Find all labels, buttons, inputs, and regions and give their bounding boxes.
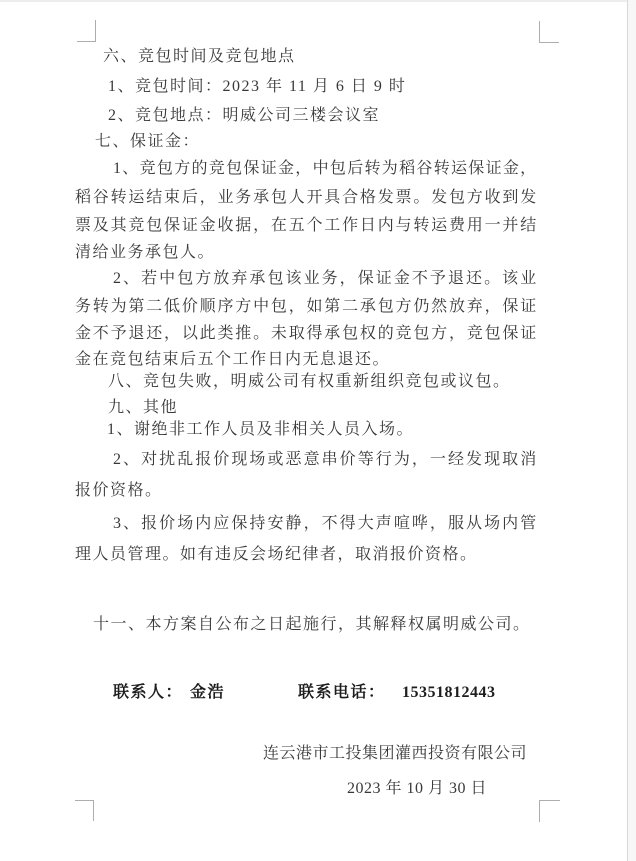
section6-item2: 2、竞包地点：明威公司三楼会议室 bbox=[108, 107, 381, 124]
contact-phone-label: 联系电话： bbox=[298, 684, 386, 701]
section6-heading: 六、竞包时间及竞包地点 bbox=[103, 48, 296, 65]
contact-line bbox=[0, 682, 636, 704]
section7-para1-line1: 1、竞包方的竞包保证金，中包后转为稻谷转运保证金， bbox=[113, 160, 537, 177]
section9-item2-line2: 报价资格。 bbox=[75, 482, 163, 499]
section7-para2-line1: 2、若中包方放弃承包该业务，保证金不予退还。该业 bbox=[113, 270, 537, 287]
contact-person-label: 联系人： bbox=[113, 684, 184, 701]
section9-item1: 1、谢绝非工作人员及非相关人员入场。 bbox=[107, 421, 415, 438]
section6-item1: 1、竞包时间：2023 年 11 月 6 日 9 时 bbox=[108, 78, 407, 95]
contact-person-name: 金浩 bbox=[190, 684, 226, 701]
section7-para2-line2: 务转为第二低价顺序方中包，如第二承包方仍然放弃，保证 bbox=[75, 298, 537, 315]
signature-company: 连云港市工投集团灌西投资有限公司 bbox=[263, 745, 528, 762]
section7-para2-line3: 金不予退还，以此类推。未取得承包权的竞包方，竞包保证 bbox=[75, 325, 537, 342]
section9-heading: 九、其他 bbox=[108, 399, 179, 416]
section7-para1-line2: 稻谷转运结束后，业务承包人开具合格发票。发包方收到发 bbox=[75, 189, 537, 206]
section9-item3-line1: 3、报价场内应保持安静，不得大声喧哗，服从场内管 bbox=[113, 515, 537, 532]
contact-phone-number: 15351812443 bbox=[402, 684, 496, 701]
signature-date: 2023 年 10 月 30 日 bbox=[347, 780, 488, 797]
crop-mark-bottom-right bbox=[539, 800, 560, 822]
section8-text: 八、竞包失败，明威公司有权重新组织竞包或议包。 bbox=[108, 373, 511, 390]
section9-item3-line2: 理人员管理。如有违反会场纪律者，取消报价资格。 bbox=[75, 546, 478, 563]
section11-text: 十一、本方案自公布之日起施行，其解释权属明威公司。 bbox=[93, 616, 531, 633]
section7-heading: 七、保证金： bbox=[95, 133, 201, 150]
crop-mark-top-left bbox=[77, 20, 96, 42]
page-right-edge bbox=[627, 0, 636, 861]
crop-mark-bottom-left bbox=[75, 800, 94, 821]
section7-para1-line4: 清给业务承包人。 bbox=[75, 244, 216, 261]
section9-item2-line1: 2、对扰乱报价现场或恶意串价等行为，一经发现取消 bbox=[113, 451, 537, 468]
crop-mark-top-right bbox=[539, 21, 559, 43]
page-top-edge bbox=[0, 0, 636, 2]
section7-para2-line4: 金在竞包结束后五个工作日内无息退还。 bbox=[75, 351, 391, 368]
section7-para1-line3: 票及其竞包保证金收据，在五个工作日内与转运费用一并结 bbox=[75, 217, 537, 234]
